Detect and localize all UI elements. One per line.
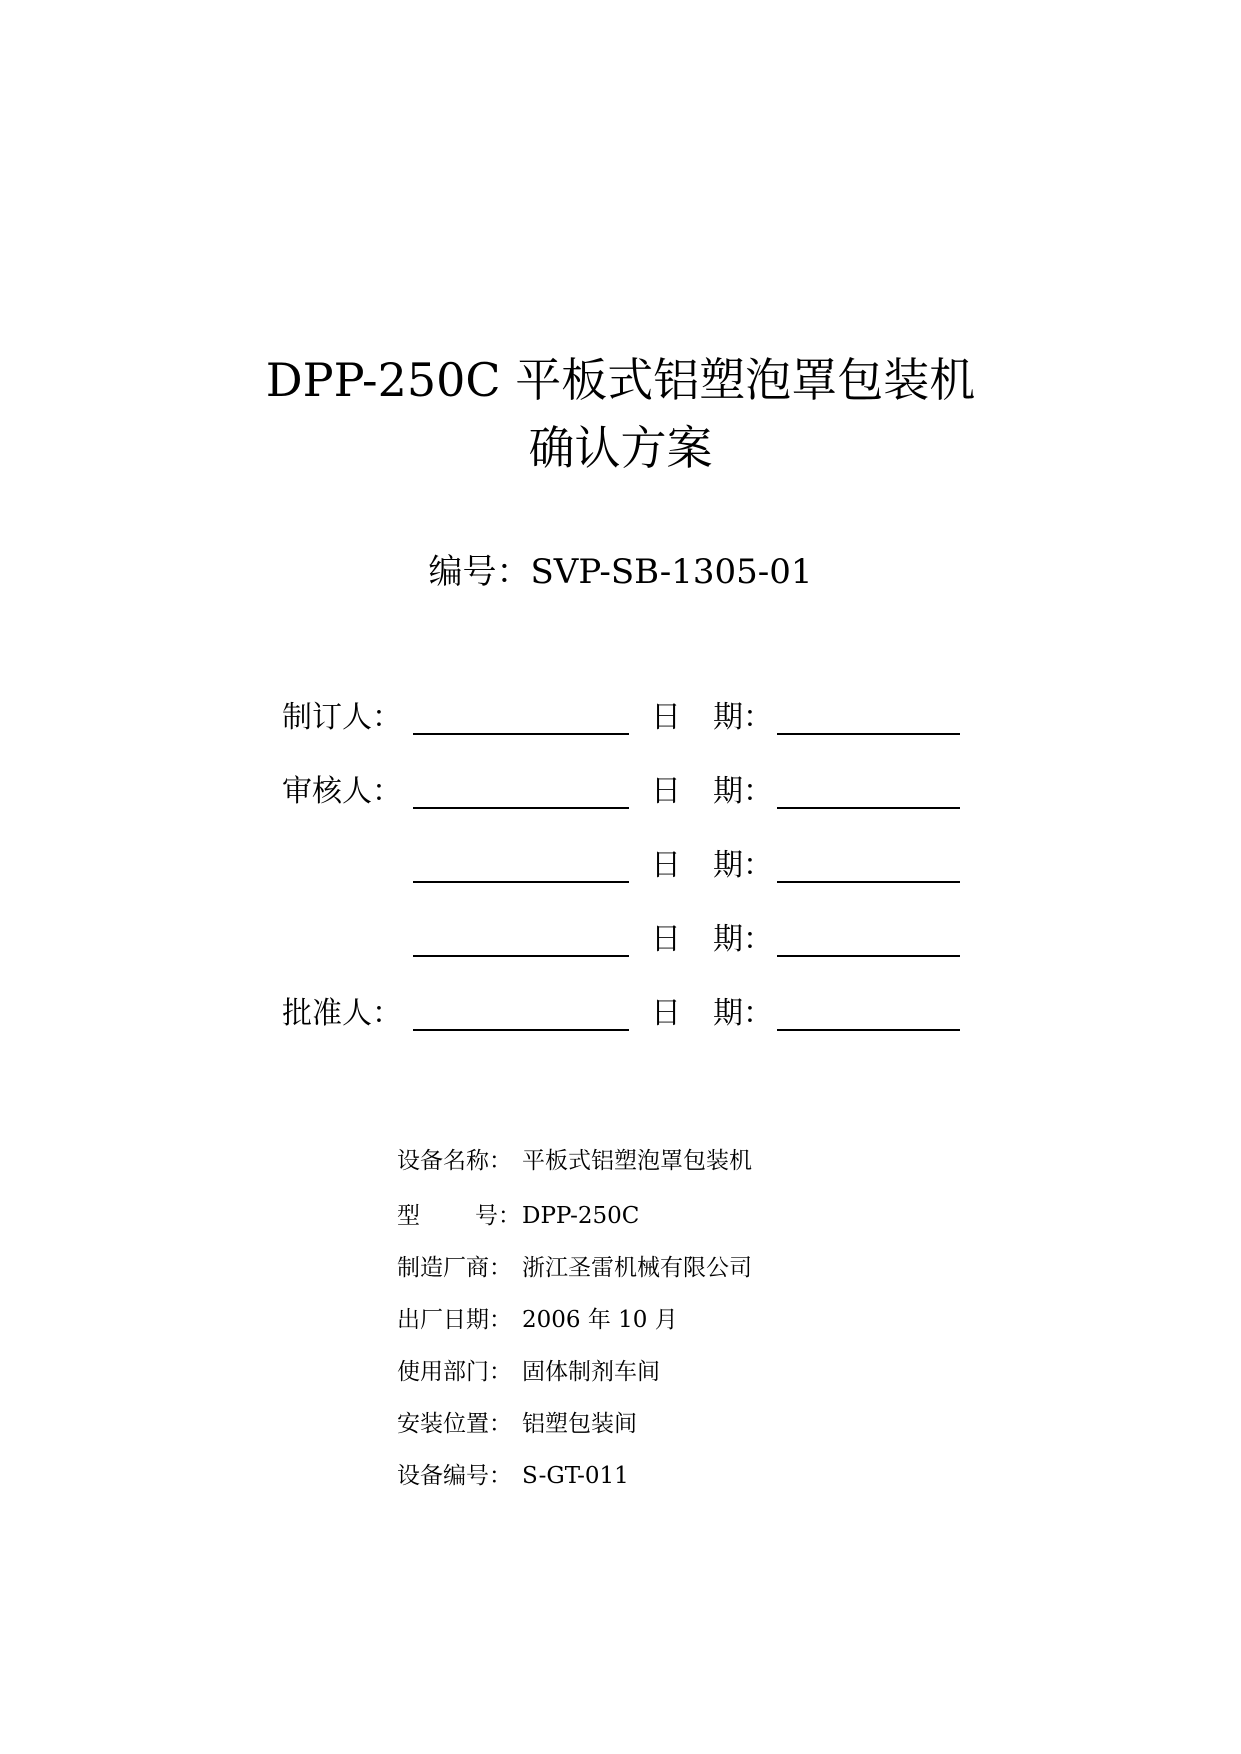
date-blank (777, 881, 960, 883)
date-label-char2: 期： (713, 848, 773, 883)
info-value: S-GT-011 (522, 1463, 629, 1489)
info-equipment-name (397, 1143, 752, 1179)
document-title-line-1: DPP-250C 平板式铝塑泡罩包装机 (265, 353, 976, 407)
info-model (397, 1198, 639, 1234)
date-label-char1: 日 (651, 700, 681, 735)
info-value: 浙江圣雷机械有限公司 (522, 1255, 752, 1281)
info-value: 固体制剂车间 (522, 1359, 660, 1385)
info-factory-date (397, 1302, 678, 1338)
info-label: 设备名称： (397, 1148, 512, 1174)
info-value: 铝塑包装间 (522, 1411, 637, 1437)
info-label: 出厂日期： (397, 1307, 512, 1333)
signature-row-drafter (0, 696, 1241, 740)
signature-blank (413, 881, 629, 883)
signature-blank (413, 1029, 629, 1031)
date-label-char2: 期： (713, 922, 773, 957)
info-label: 制造厂商： (397, 1255, 512, 1281)
signature-row-reviewer-3 (0, 918, 1241, 962)
info-value: 平板式铝塑泡罩包装机 (522, 1148, 752, 1174)
date-label-char2: 期： (713, 700, 773, 735)
document-number: 编号：SVP-SB-1305-01 (428, 552, 813, 592)
document-title-line-2: 确认方案 (528, 421, 713, 475)
date-label-char2: 期： (713, 774, 773, 809)
signature-label: 制订人： (282, 700, 402, 735)
date-label-char1: 日 (651, 774, 681, 809)
info-value: 2006 年 10 月 (522, 1307, 678, 1333)
info-label: 设备编号： (397, 1463, 512, 1489)
info-department (397, 1354, 660, 1390)
info-label (397, 1198, 522, 1234)
signature-label: 审核人： (282, 774, 402, 809)
date-blank (777, 1029, 960, 1031)
signature-blank (413, 807, 629, 809)
signature-blank (413, 955, 629, 957)
signature-row-approver (0, 992, 1241, 1036)
signature-blank (413, 733, 629, 735)
date-label-char1: 日 (651, 922, 681, 957)
info-equipment-number (397, 1458, 629, 1494)
info-location (397, 1406, 637, 1442)
info-label-char1: 型 (397, 1203, 420, 1229)
info-label-char2: 号： (475, 1203, 521, 1229)
info-value: DPP-250C (522, 1203, 640, 1229)
info-manufacturer (397, 1250, 752, 1286)
info-label: 使用部门： (397, 1359, 512, 1385)
signature-row-reviewer (0, 770, 1241, 814)
date-blank (777, 733, 960, 735)
date-blank (777, 955, 960, 957)
info-label: 安装位置： (397, 1411, 512, 1437)
signature-row-reviewer-2 (0, 844, 1241, 888)
signature-label: 批准人： (282, 996, 402, 1031)
date-blank (777, 807, 960, 809)
date-label-char1: 日 (651, 996, 681, 1031)
date-label-char2: 期： (713, 996, 773, 1031)
date-label-char1: 日 (651, 848, 681, 883)
